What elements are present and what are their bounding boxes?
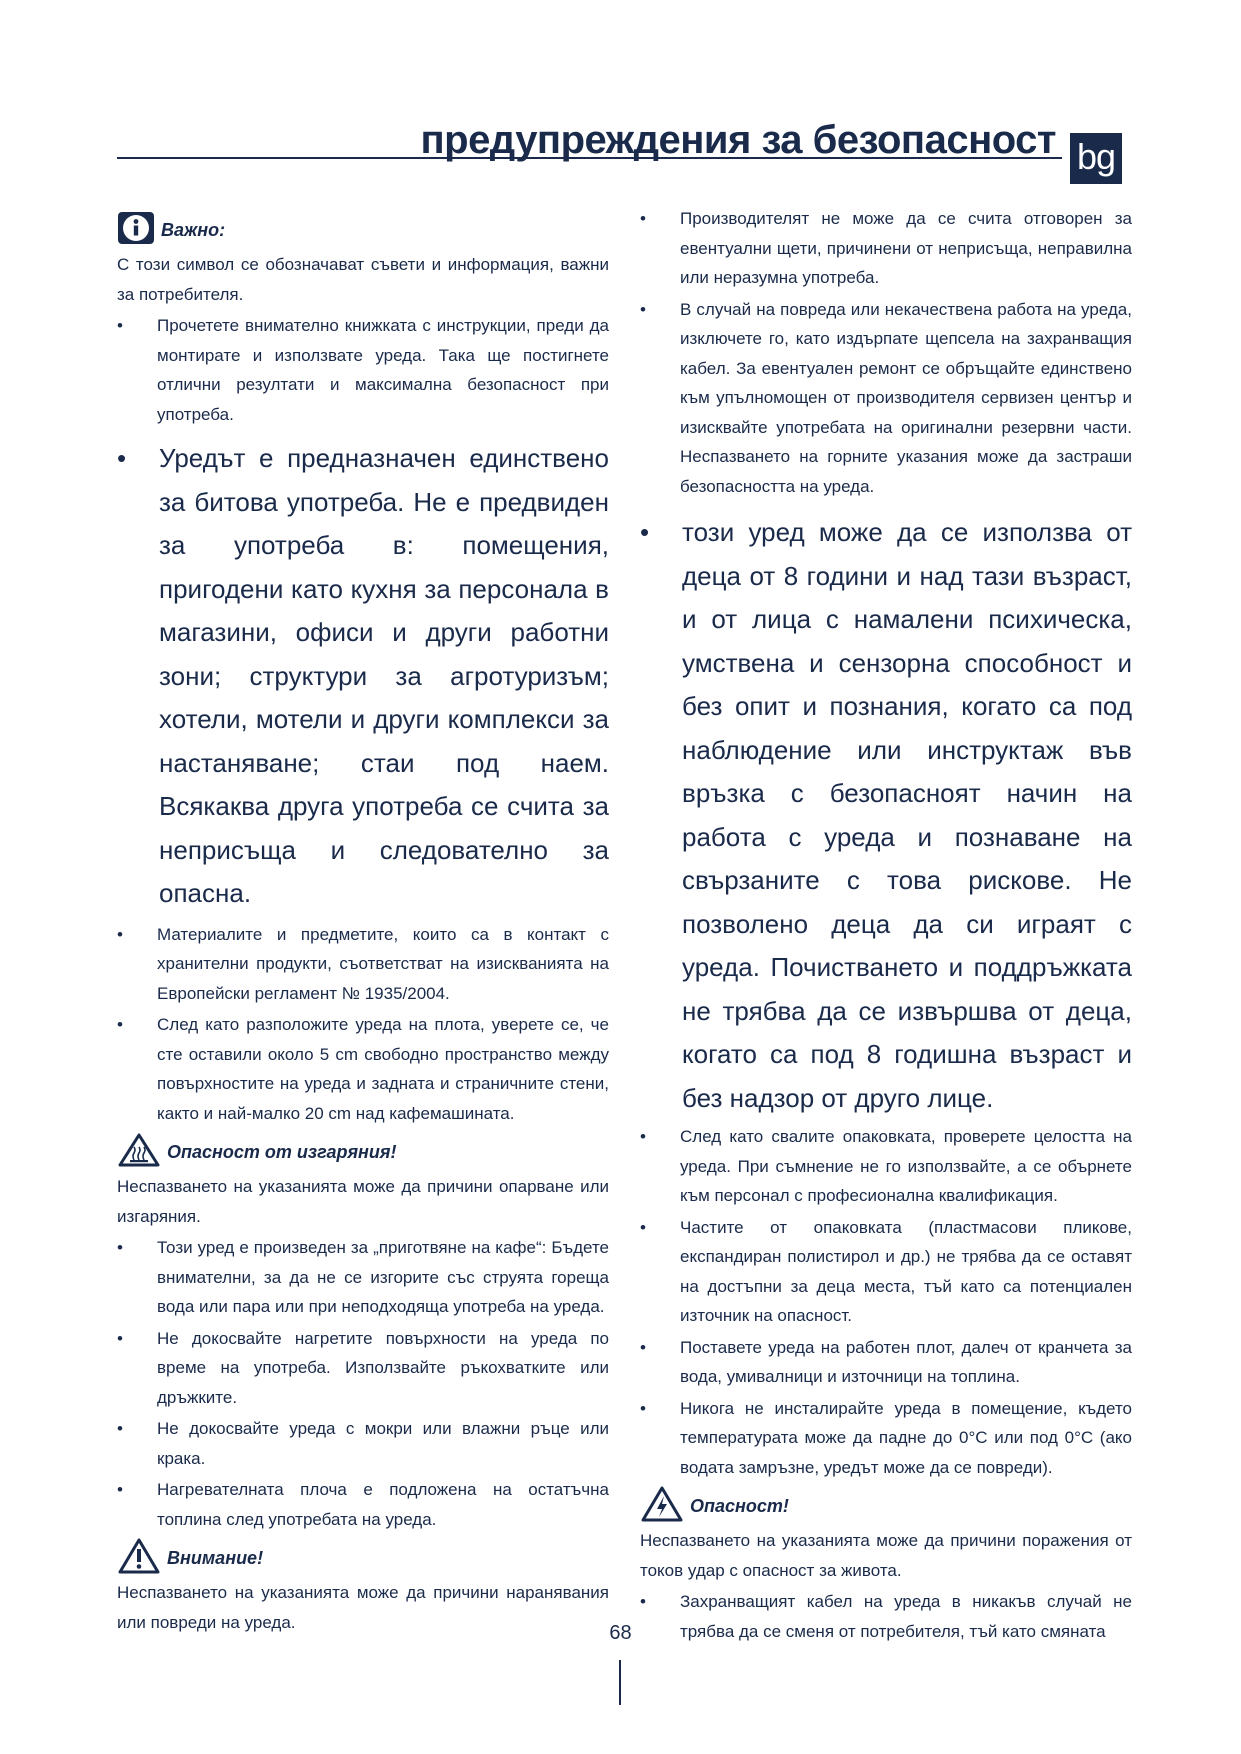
list-item [640, 1333, 1132, 1392]
list-item-text: Захранващият кабел на уреда в никакъв случай не трябва да се сменя от потребителя, тъй като смяната [680, 1592, 1132, 1641]
list-item [117, 1475, 609, 1534]
electric-shock-warning-icon [640, 1485, 684, 1528]
bullet: • [117, 924, 123, 944]
list-item-text: Производителят не може да се счита отговорен за евентуални щети, причинени от неприсъща, неправилна или неразумна употреба. [680, 209, 1132, 287]
left-column [117, 210, 609, 1639]
bullet: • [117, 1419, 123, 1438]
bullet: • [640, 299, 646, 319]
list-item-emphasized [640, 511, 1132, 1120]
bullet: • [117, 1015, 123, 1034]
list-item [640, 1394, 1132, 1483]
list-item [117, 1010, 609, 1128]
list-item-text: Никога не инсталирайте уреда в помещение, където температурата може да падне до 0°C или под 0°C (ако водата замръзне, уредът може да се повреди). [680, 1398, 1132, 1477]
right-column [640, 204, 1132, 1648]
list-item [117, 1414, 609, 1473]
attention-description: Неспазването на указанията може да причини наранявания или повреди на уреда. [117, 1583, 609, 1632]
list-item-text: Частите от опаковката (пластмасови пликове, експандиран полистирол и др.) не трябва да се оставят на достъпни за деца места, тъй като са потенциален източник на опасност. [680, 1217, 1132, 1325]
warning-icon [117, 1537, 161, 1580]
footer-rule [619, 1660, 621, 1705]
list-item [640, 1213, 1132, 1331]
info-icon [117, 211, 155, 250]
list-item-text: Поставете уреда на работен плот, далеч от кранчета за вода, умивалници и източници на топлина. [680, 1337, 1132, 1386]
bullet: • [117, 1328, 123, 1348]
list-item-text: Не докосвайте нагретите повърхности на уреда по време на употреба. Използвайте ръкохватките или дръжките. [157, 1328, 609, 1407]
list-item-text: Нагревателната плоча е подложена на остатъчна топлина след употребата на уреда. [157, 1480, 609, 1529]
hot-surface-warning-icon [117, 1132, 161, 1173]
burn-description: Неспазването на указанията може да причини опарване или изгаряния. [117, 1177, 609, 1226]
page-title: предупреждения за безопасност [420, 118, 1056, 162]
bullet: • [640, 1398, 646, 1418]
list-item [117, 1324, 609, 1413]
list-item [640, 1122, 1132, 1211]
list-item-text: Прочетете внимателно книжката с инструкции, преди да монтирате и използвате уреда. Така ще постигнете отлични резултати и максимална безопасност при употреба. [157, 316, 609, 424]
page-number: 68 [609, 1622, 632, 1644]
important-description: С този символ се обозначават съвети и информация, важни за потребителя. [117, 255, 609, 304]
list-item-text: След като разположите уреда на плота, уверете се, че сте оставили около 5 cm свободно пространство между повърхностите на уреда и задната и страничните стени, както и най-малко 20 cm над кафемашината. [157, 1015, 609, 1123]
burn-heading [117, 1132, 609, 1172]
bullet: • [640, 209, 646, 228]
important-heading [117, 210, 609, 250]
danger-description: Неспазването на указанията може да причини поражения от токов удар с опасност за живота. [640, 1531, 1132, 1580]
list-item [117, 1233, 609, 1322]
bullet: • [640, 517, 650, 547]
bullet: • [117, 1238, 123, 1257]
list-item [117, 311, 609, 429]
danger-heading [640, 1486, 1132, 1526]
bullet: • [640, 1217, 646, 1237]
list-item-text: След като свалите опаковката, проверете целостта на уреда. При съмнение не го използвайте, а се обърнете към персонал с професионална квалификация. [680, 1127, 1132, 1205]
bullet: • [117, 1480, 123, 1499]
list-item [117, 920, 609, 1009]
danger-label: Опасност! [690, 1495, 789, 1516]
list-item-text: Материалите и предметите, които са в контакт с хранителни продукти, съответстват на изискванията на Европейски регламент № 1935/2004. [157, 924, 609, 1003]
attention-heading [117, 1538, 609, 1578]
list-item [640, 295, 1132, 502]
list-item-emphasized [117, 437, 609, 916]
bullet: • [117, 443, 127, 473]
bullet: • [117, 316, 123, 335]
list-item-text: Този уред е произведен за „приготвяне на кафе“: Бъдете внимателни, за да не се изгорите със струята гореща вода или пара или при неподходяща употреба на уреда. [157, 1238, 609, 1316]
important-label: Важно: [161, 219, 226, 240]
bullet: • [640, 1127, 646, 1146]
burn-label: Опасност от изгаряния! [167, 1141, 397, 1162]
list-item-text: Не докосвайте уреда с мокри или влажни ръце или крака. [157, 1419, 609, 1468]
list-item-text: Уредът е предназначен единствено за битова употреба. Не е предвиден за употреба в: помещения, пригодени като кухня за персонала в магазини, офиси и други работни зони; структури за агротуризъм; хотели, мотели и други комплекси за настаняване; стаи под наем. Всякаква друга употреба се счита за неприсъща и следователно за опасна. [159, 443, 609, 908]
attention-label: Внимание! [167, 1547, 264, 1568]
list-item-text: В случай на повреда или некачествена работа на уреда, изключете го, като издърпате щепсела на захранващия кабел. За евентуален ремонт се обръщайте единствено към упълномощен от производителя сервизен център и изисквайте употребата на оригинални резервни части. Неспазването на горните указания може да застраши безопасността на уреда. [680, 299, 1132, 496]
language-badge: bg [1070, 133, 1122, 184]
list-item-text: този уред може да се използва от деца от 8 години и над тази възраст, и от лица с намалени психическа, умствена и сензорна способност и без опит и познания, когато са под наблюдение или инструктаж във връзка с безопасноят начин на работа с уреда и познаване на свързаните с това рискове. Не позволено деца да си играят с уреда. Почистването и поддръжката не трябва да се извършва от деца, когато са под 8 годишна възраст и без надзор от друго лице. [682, 517, 1132, 1113]
list-item [640, 204, 1132, 293]
bullet: • [640, 1592, 646, 1611]
bullet: • [640, 1337, 646, 1357]
